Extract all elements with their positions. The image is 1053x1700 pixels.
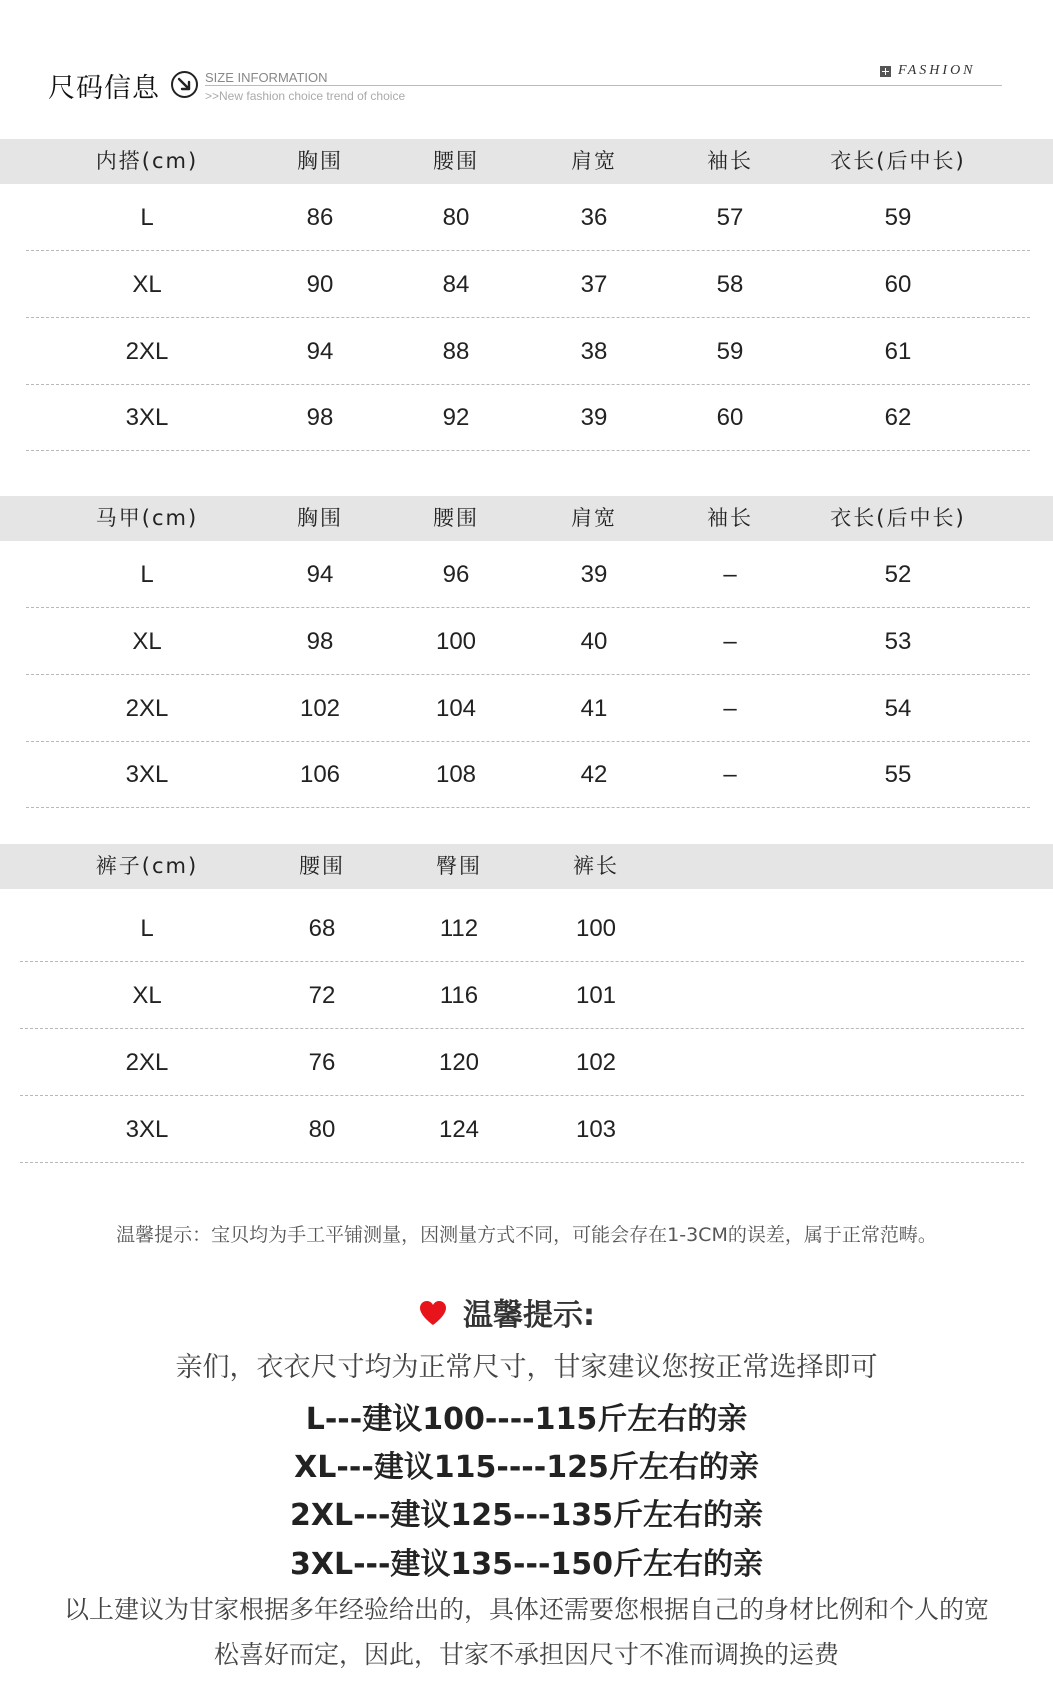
column-header: 衣长(后中长) <box>830 506 966 530</box>
table-row <box>0 384 1053 451</box>
table-cell: – <box>723 695 737 722</box>
column-header: 腰围 <box>299 854 345 878</box>
table-cell: 60 <box>884 271 912 298</box>
table-cell: L <box>140 204 154 231</box>
table-cell: 62 <box>884 404 912 431</box>
table-cell: 104 <box>435 695 477 722</box>
column-header: 腰围 <box>433 506 479 530</box>
table-cell: 100 <box>435 628 477 655</box>
table-cell: 84 <box>442 271 470 298</box>
page-title: 尺码信息 <box>48 73 160 104</box>
table-cell: 58 <box>716 271 744 298</box>
table-cell: 108 <box>435 761 477 788</box>
column-header: 裤长 <box>573 854 619 878</box>
plus-box-icon <box>880 66 891 77</box>
table-cell: 86 <box>306 204 334 231</box>
subtitle-en: SIZE INFORMATION <box>205 70 328 85</box>
table-cell: – <box>723 561 737 588</box>
table-cell: 2XL <box>125 338 169 365</box>
table-cell: 100 <box>575 915 617 942</box>
table-cell: 92 <box>442 404 470 431</box>
tip-title: 温馨提示: <box>463 1298 595 1333</box>
brand-tag: FASHION <box>898 63 976 78</box>
table-row <box>0 541 1053 608</box>
table-cell: 103 <box>575 1116 617 1143</box>
arrow-circle-icon <box>171 71 198 98</box>
column-header: 腰围 <box>433 149 479 173</box>
table-cell: – <box>723 628 737 655</box>
table-cell: 72 <box>308 982 336 1009</box>
dashed-separator <box>26 450 1030 451</box>
size-advice-2xl: 2XL---建议125---135斤左右的亲 <box>289 1498 764 1533</box>
table-cell: L <box>140 915 154 942</box>
column-header: 马甲(cm) <box>95 506 199 530</box>
dashed-separator <box>26 807 1030 808</box>
footer-note-line2: 松喜好而定，因此，甘家不承担因尺寸不准而调换的运费 <box>213 1640 839 1669</box>
table-cell: 38 <box>580 338 608 365</box>
table-cell: 41 <box>580 695 608 722</box>
table-row <box>0 1096 1053 1163</box>
table-cell: 53 <box>884 628 912 655</box>
table-cell: 39 <box>580 561 608 588</box>
table-row <box>0 895 1053 962</box>
table-row <box>0 1029 1053 1096</box>
column-header: 胸围 <box>297 149 343 173</box>
subtitle-tagline: >>New fashion choice trend of choice <box>205 89 406 103</box>
table-row <box>0 962 1053 1029</box>
table-cell: 2XL <box>125 695 169 722</box>
table-cell: 76 <box>308 1049 336 1076</box>
table-cell: 39 <box>580 404 608 431</box>
table-cell: 42 <box>580 761 608 788</box>
table-cell: 112 <box>439 915 479 942</box>
dashed-separator <box>20 1162 1024 1163</box>
table-cell: 3XL <box>125 404 169 431</box>
table-cell: 124 <box>438 1116 480 1143</box>
table-cell: 80 <box>442 204 470 231</box>
table-cell: 54 <box>884 695 912 722</box>
table-cell: – <box>723 761 737 788</box>
table-cell: 102 <box>299 695 341 722</box>
table-cell: 59 <box>884 204 912 231</box>
table-cell: 40 <box>580 628 608 655</box>
table-cell: 2XL <box>125 1049 169 1076</box>
table-cell: XL <box>132 982 162 1009</box>
column-header: 肩宽 <box>571 149 617 173</box>
table-cell: 98 <box>306 628 334 655</box>
size-advice-xl: XL---建议115----125斤左右的亲 <box>294 1450 759 1485</box>
column-header: 裤子(cm) <box>95 854 199 878</box>
table-cell: 96 <box>442 561 470 588</box>
table-cell: 94 <box>306 338 334 365</box>
table-cell: 3XL <box>125 1116 169 1143</box>
size-advice-l: L---建议100----115斤左右的亲 <box>305 1402 748 1437</box>
column-header: 袖长 <box>707 149 753 173</box>
table-cell: 94 <box>306 561 334 588</box>
table-cell: 3XL <box>125 761 169 788</box>
table-cell: 36 <box>580 204 608 231</box>
table-cell: 101 <box>575 982 617 1009</box>
table-cell: 90 <box>306 271 334 298</box>
table-cell: 106 <box>299 761 341 788</box>
column-header: 肩宽 <box>571 506 617 530</box>
column-header: 衣长(后中长) <box>830 149 966 173</box>
table-row <box>0 608 1053 675</box>
table-cell: 88 <box>442 338 470 365</box>
table-cell: 116 <box>439 982 479 1009</box>
measurement-note: 温馨提示：宝贝均为手工平铺测量，因测量方式不同，可能会存在1-3CM的误差，属于正常范畴。 <box>116 1224 937 1246</box>
column-header: 袖长 <box>707 506 753 530</box>
column-header: 臀围 <box>436 854 482 878</box>
table-cell: 61 <box>884 338 912 365</box>
table-header-band <box>0 139 1053 184</box>
table-row <box>0 675 1053 742</box>
size-advice-3xl: 3XL---建议135---150斤左右的亲 <box>289 1547 764 1582</box>
table-cell: 68 <box>308 915 336 942</box>
table-cell: 52 <box>884 561 912 588</box>
table-row <box>0 318 1053 385</box>
table-row <box>0 251 1053 318</box>
table-cell: 102 <box>575 1049 617 1076</box>
table-cell: XL <box>132 271 162 298</box>
tip-line: 亲们，衣衣尺寸均为正常尺寸，甘家建议您按正常选择即可 <box>175 1352 878 1383</box>
table-cell: 55 <box>884 761 912 788</box>
table-cell: 59 <box>716 338 744 365</box>
table-row <box>0 741 1053 808</box>
column-header: 胸围 <box>297 506 343 530</box>
table-cell: 98 <box>306 404 334 431</box>
column-header: 内搭(cm) <box>95 149 199 173</box>
table-header-band <box>0 496 1053 541</box>
table-row <box>0 184 1053 251</box>
table-cell: L <box>140 561 154 588</box>
table-cell: 80 <box>308 1116 336 1143</box>
header-rule <box>205 85 1002 86</box>
table-cell: 120 <box>438 1049 480 1076</box>
table-cell: 57 <box>716 204 744 231</box>
table-cell: 37 <box>580 271 608 298</box>
page-header <box>0 0 1053 120</box>
footer-note-line1: 以上建议为甘家根据多年经验给出的，具体还需要您根据自己的身材比例和个人的宽 <box>63 1595 989 1624</box>
table-header-band <box>0 844 1053 889</box>
heart-icon <box>418 1300 448 1326</box>
table-cell: XL <box>132 628 162 655</box>
table-cell: 60 <box>716 404 744 431</box>
